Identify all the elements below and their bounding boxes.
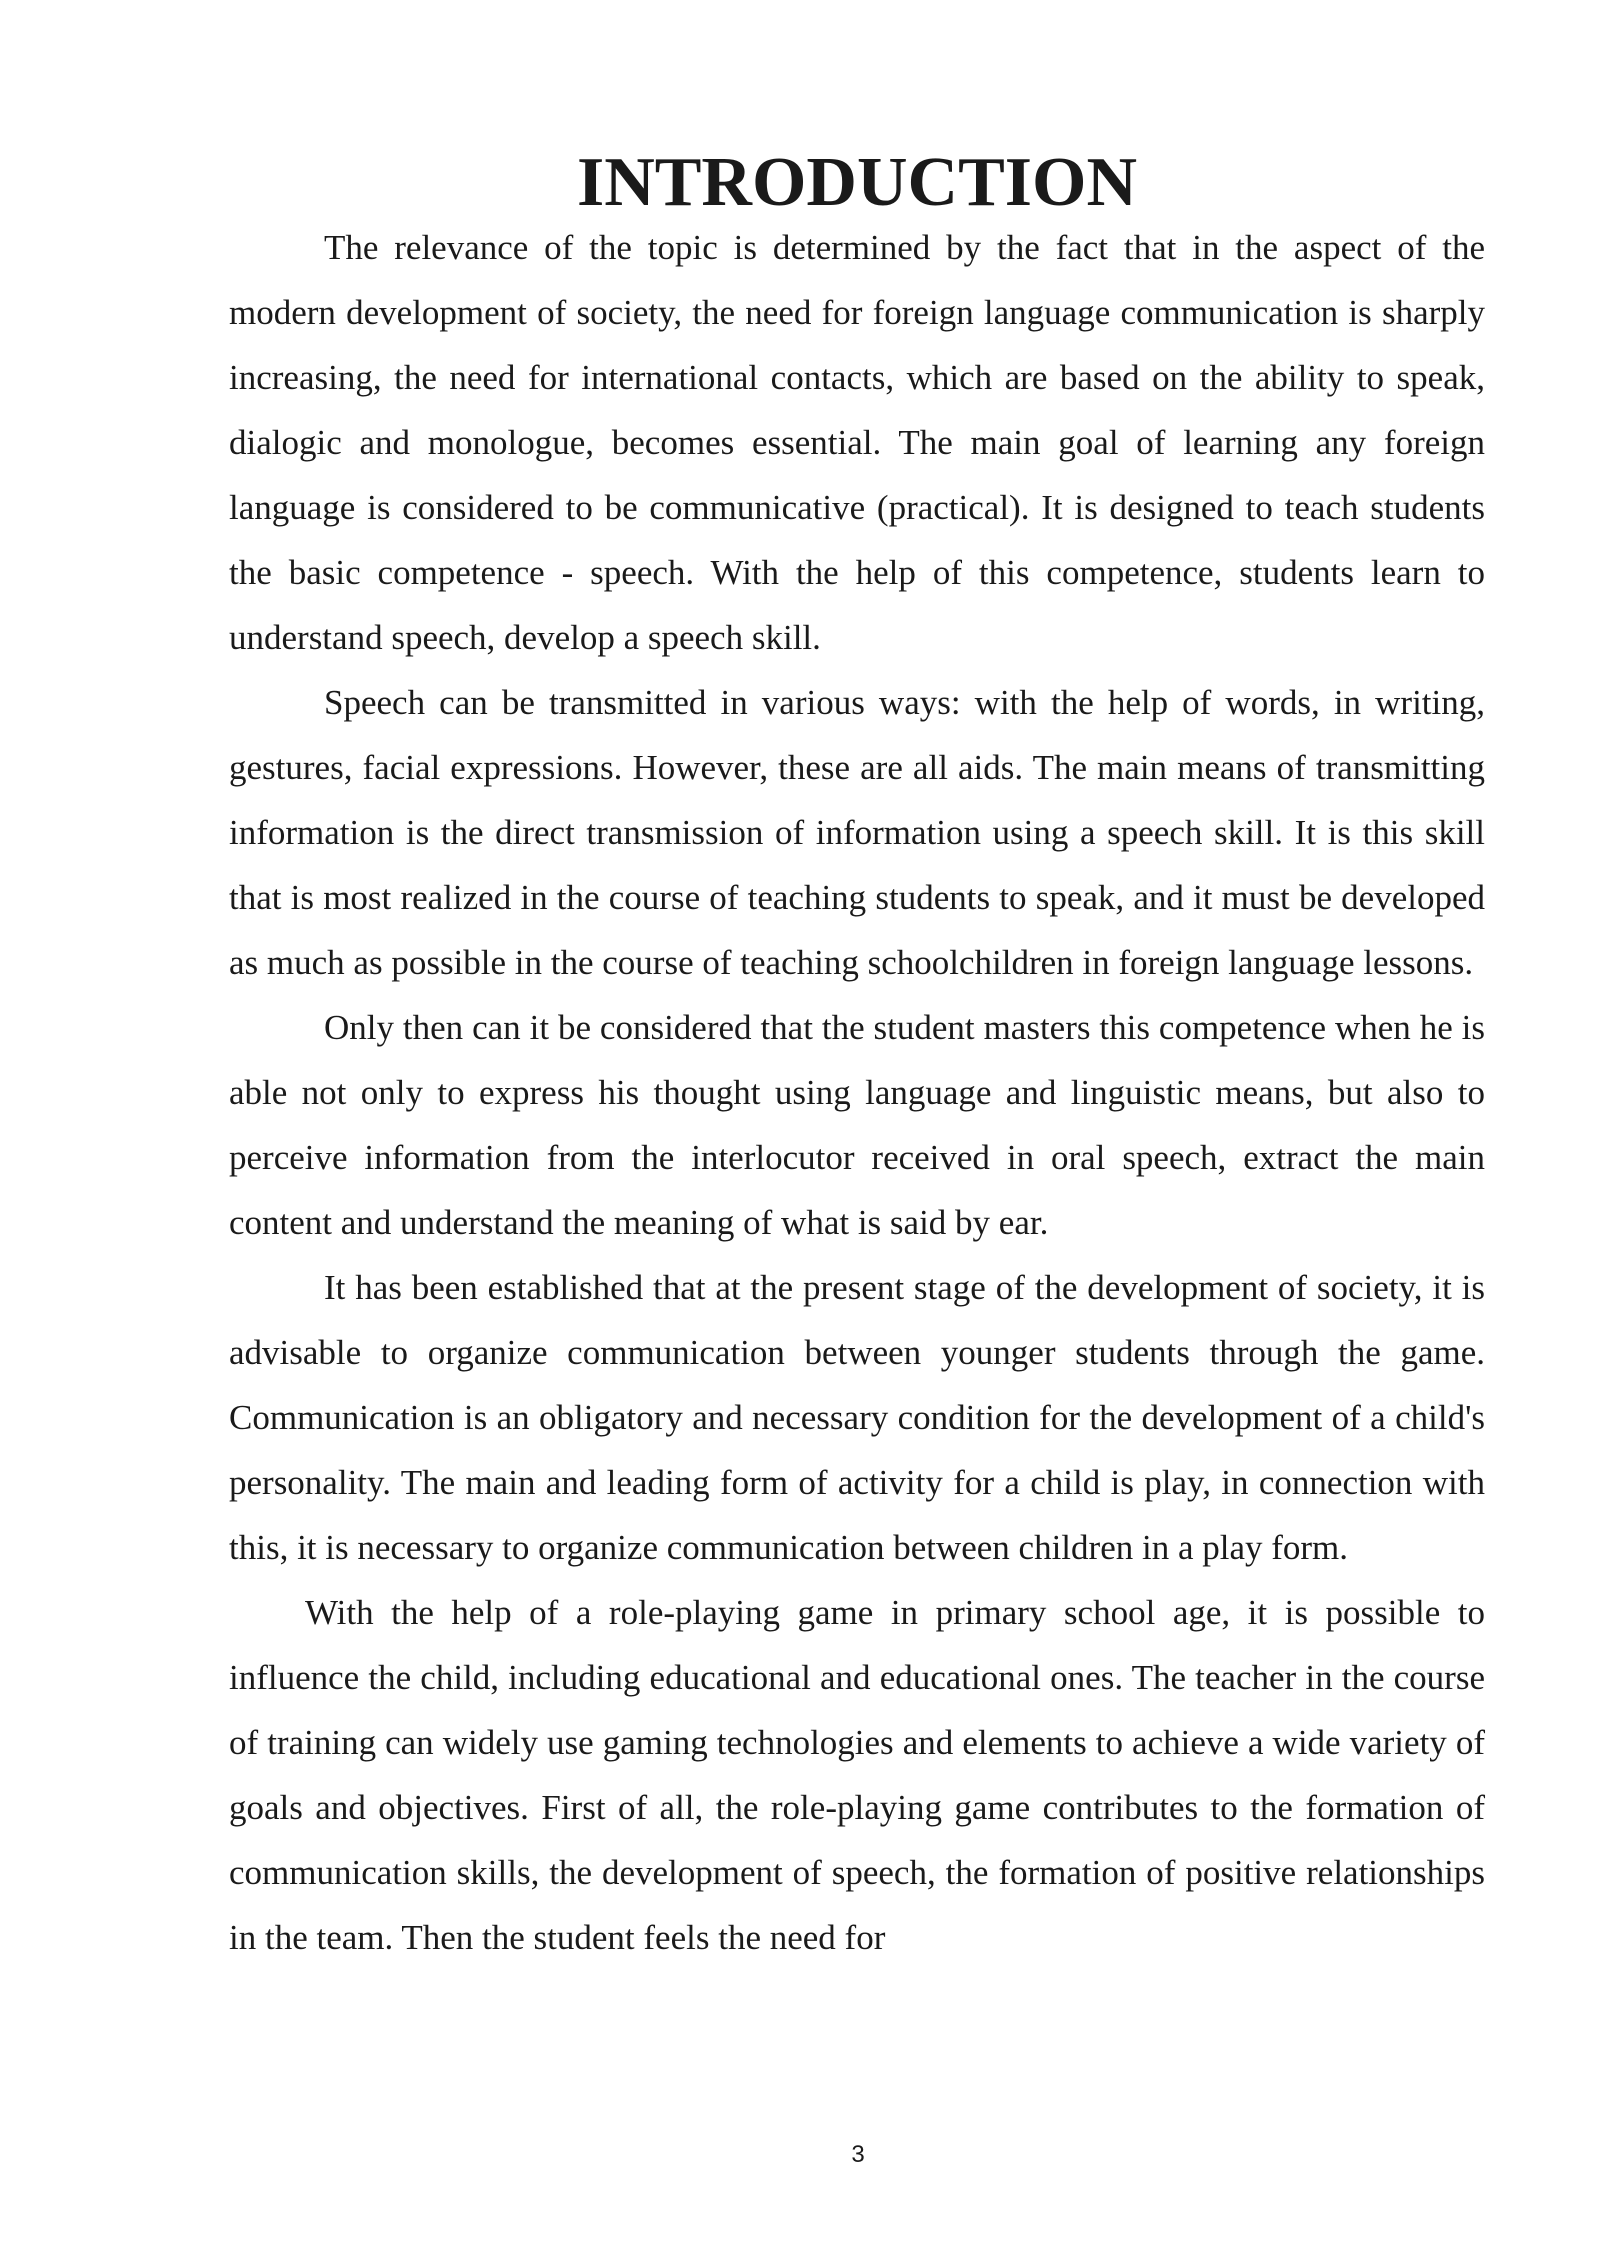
page-number: 3: [851, 2141, 865, 2168]
paragraph-relevance: The relevance of the topic is determined by the fact that in the aspect of the modern development of society, the need for foreign language communication is sharply increasing, the need for international contacts, which are based on the ability to speak, dialogic and monologue, becomes essential. The main goal of learning any foreign language is considered to be communicative (practical). It is designed to teach students the basic competence - speech. With the help of this competence, students learn to understand speech, develop a speech skill.: [229, 228, 1485, 657]
paragraph-role-playing-game: With the help of a role-playing game in primary school age, it is possible to influence the child, including educational and educational ones. The teacher in the course of training can widely use gaming technologies and elements to achieve a wide variety of goals and objectives. First of all, the role-playing game contributes to the formation of communication skills, the development of speech, the formation of positive relationships in the team. Then the student feels the need for: [229, 1593, 1485, 1957]
paragraph-speech-transmission: Speech can be transmitted in various ways: with the help of words, in writing, gestures, facial expressions. However, these are all aids. The main means of transmitting information is the direct transmission of information using a speech skill. It is this skill that is most realized in the course of teaching students to speak, and it must be developed as much as possible in the course of teaching schoolchildren in foreign language lessons.: [229, 683, 1485, 982]
section-heading: INTRODUCTION: [576, 144, 1138, 221]
paragraph-communication-game: It has been established that at the present stage of the development of society, it is advisable to organize communication between younger students through the game. Communication is an obligatory and necessary condition for the development of a child's personality. The main and leading form of activity for a child is play, in connection with this, it is necessary to organize communication between children in a play form.: [229, 1268, 1485, 1567]
paragraph-competence: Only then can it be considered that the student masters this competence when he is able not only to express his thought using language and linguistic means, but also to perceive information from the interlocutor received in oral speech, extract the main content and understand the meaning of what is said by ear.: [229, 1008, 1485, 1242]
page-body: [229, 144, 1485, 1970]
